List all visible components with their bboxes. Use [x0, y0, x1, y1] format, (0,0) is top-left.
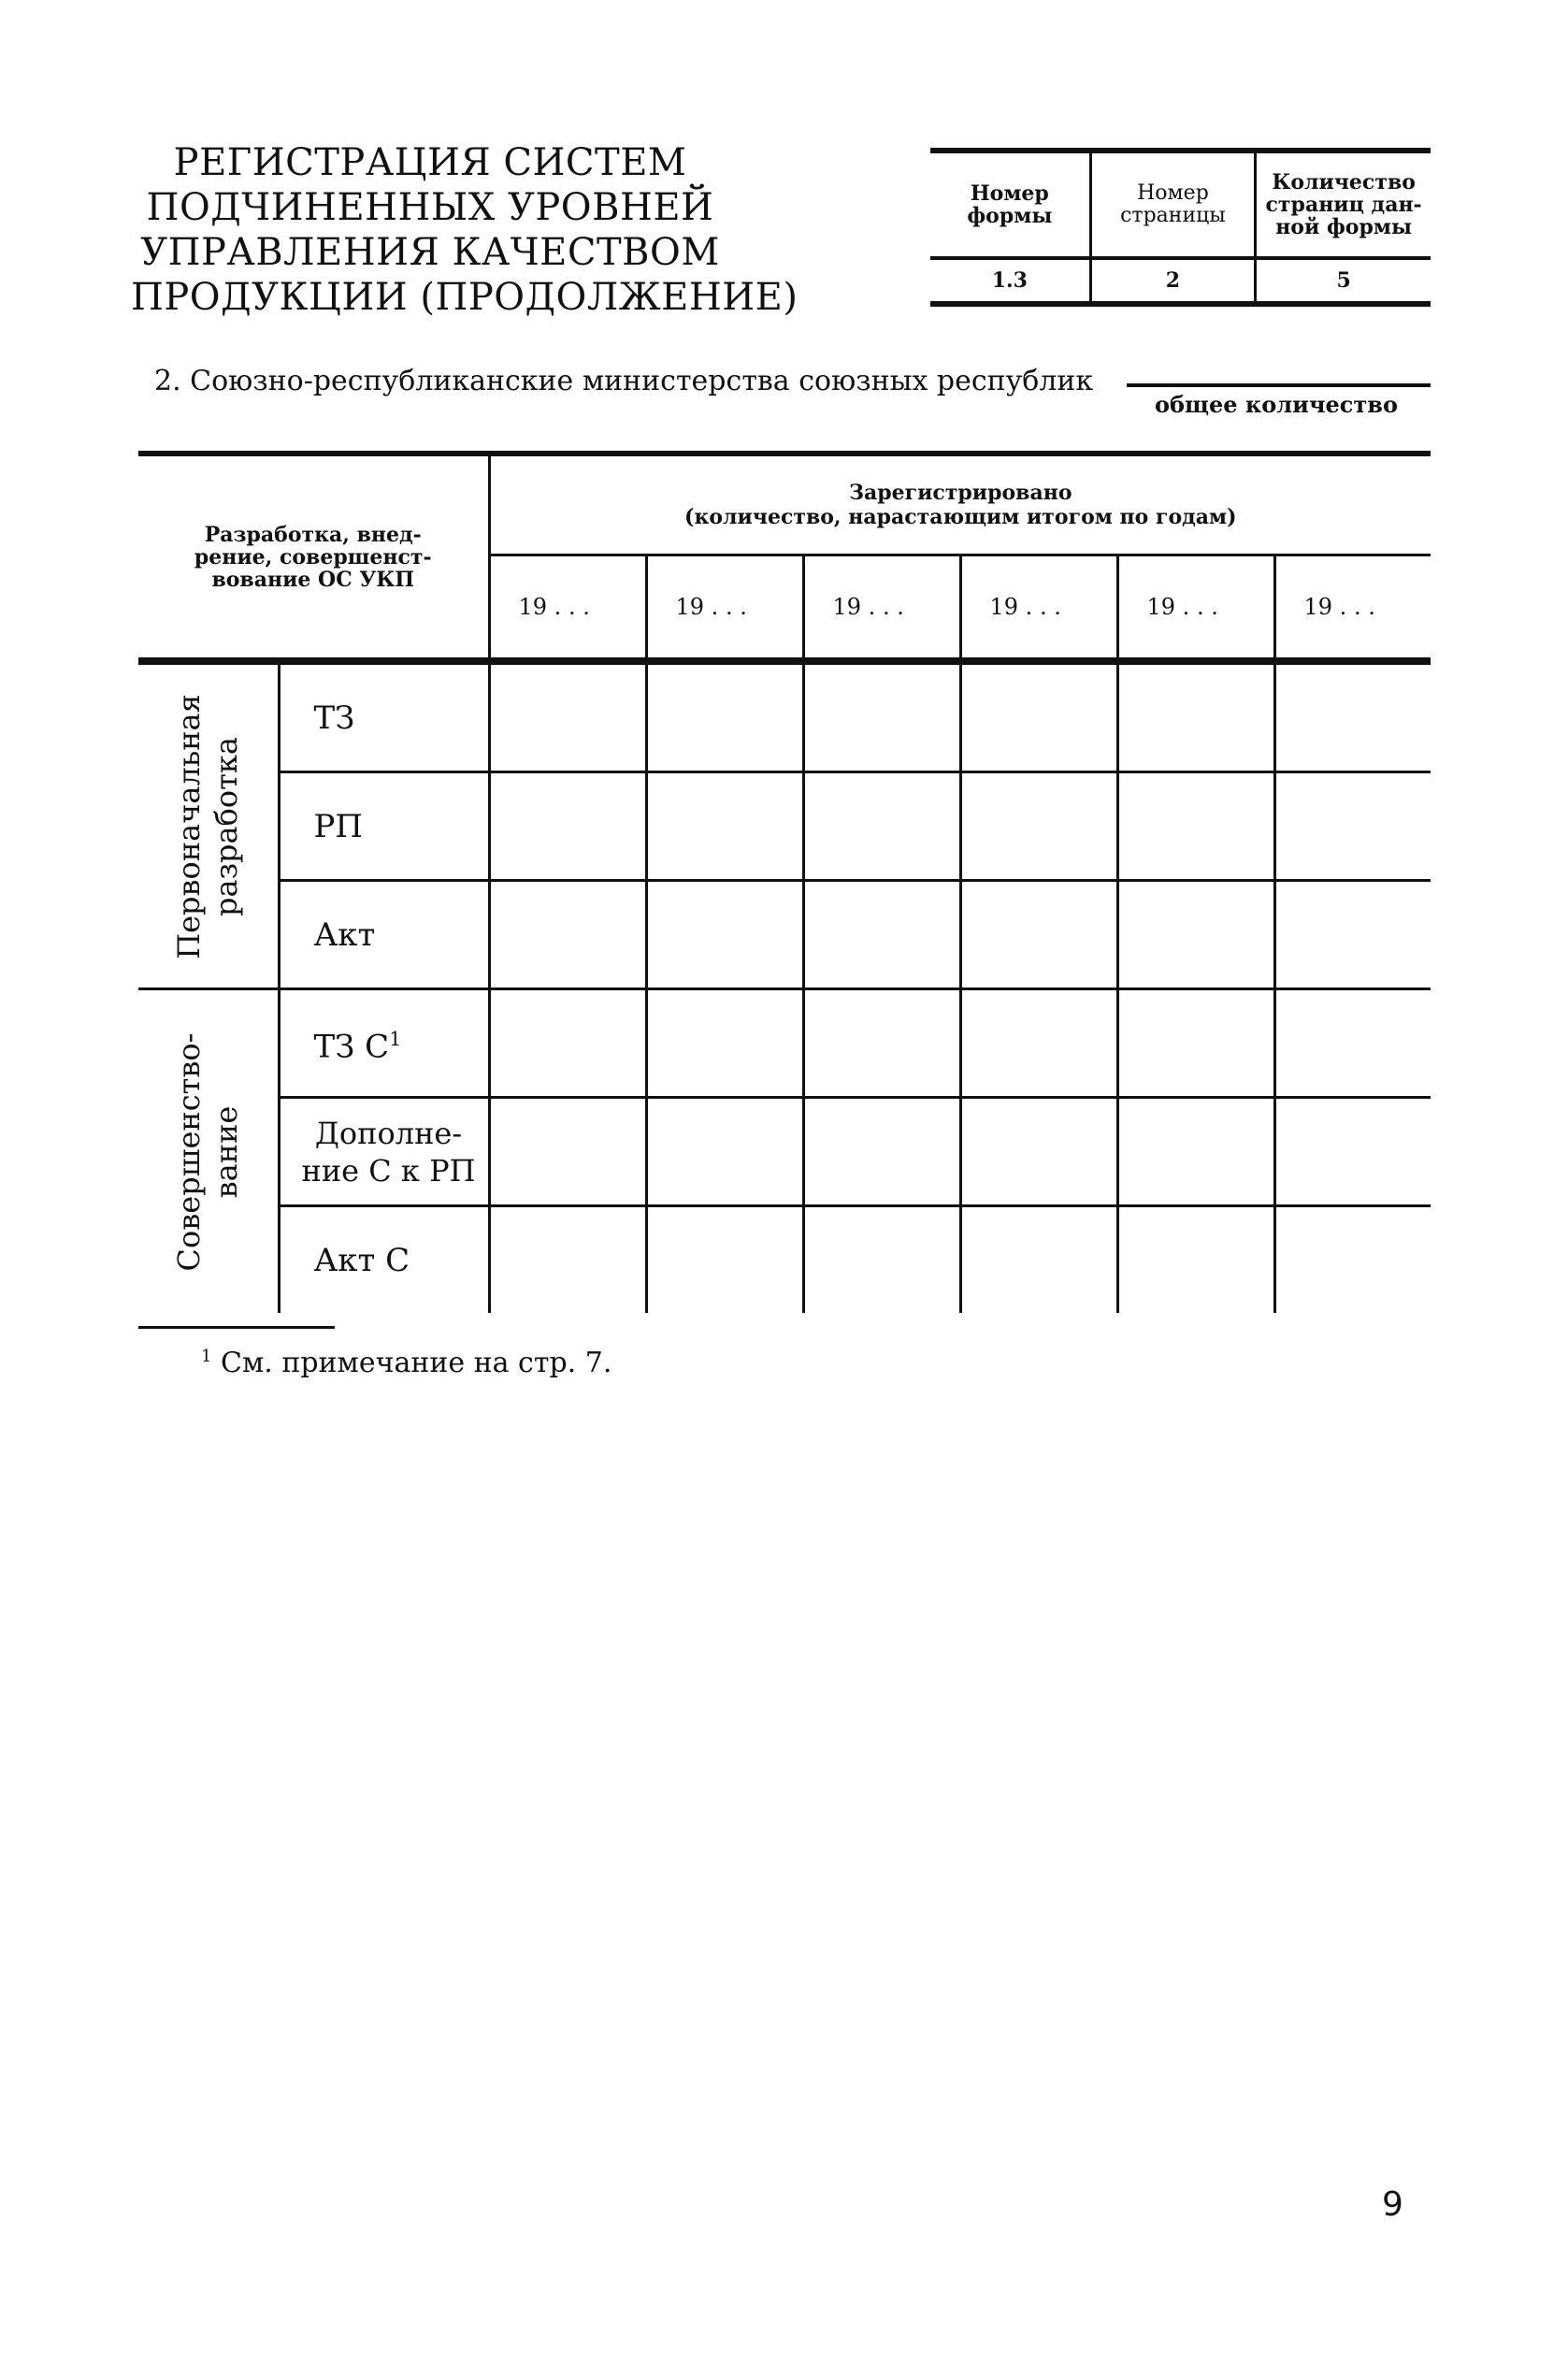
- data-cell[interactable]: [646, 989, 803, 1098]
- data-cell[interactable]: [646, 881, 803, 989]
- data-cell[interactable]: [960, 989, 1117, 1098]
- data-cell[interactable]: [489, 1098, 646, 1206]
- data-cell[interactable]: [1274, 1206, 1431, 1314]
- title-line: РЕГИСТРАЦИЯ СИСТЕМ: [173, 141, 687, 184]
- form-info-header-row: [930, 151, 1431, 258]
- data-cell[interactable]: [1117, 661, 1274, 772]
- header-registered: Зарегистрировано (количество, нарастающим итогом по годам): [489, 454, 1431, 555]
- form-info-table: [930, 148, 1431, 307]
- form-number-value: 1.3: [991, 268, 1028, 293]
- document-title: [131, 140, 798, 320]
- data-cell[interactable]: [1117, 881, 1274, 989]
- data-cell[interactable]: [1274, 772, 1431, 881]
- data-cell[interactable]: [960, 661, 1117, 772]
- fill-in-caption: общее количество: [1155, 391, 1398, 418]
- footnote: [201, 1347, 611, 1379]
- data-cell[interactable]: [1274, 1098, 1431, 1206]
- data-cell[interactable]: [1117, 772, 1274, 881]
- data-cell[interactable]: [646, 661, 803, 772]
- data-cell[interactable]: [803, 881, 960, 989]
- row-label: РП: [279, 772, 489, 881]
- data-cell[interactable]: [489, 881, 646, 989]
- row-label: Дополне- ние С к РП: [279, 1098, 489, 1206]
- row-label: Акт: [279, 881, 489, 989]
- row-label: ТЗ: [279, 661, 489, 772]
- footnote-divider: [138, 1326, 335, 1329]
- registration-table: [138, 451, 1431, 1313]
- page-count-header: Количество страниц дан- ной формы: [1256, 151, 1431, 258]
- data-cell[interactable]: [646, 772, 803, 881]
- data-cell[interactable]: [1274, 881, 1431, 989]
- data-cell[interactable]: [960, 1098, 1117, 1206]
- page-number-header: Номер страницы: [1090, 151, 1256, 258]
- title-line: УПРАВЛЕНИЯ КАЧЕСТВОМ: [140, 231, 720, 274]
- group-label-improvement: Совершенство- вание: [138, 989, 279, 1314]
- data-cell[interactable]: [1117, 989, 1274, 1098]
- data-cell[interactable]: [489, 1206, 646, 1314]
- form-info-value-row: [930, 258, 1431, 304]
- data-cell[interactable]: [1274, 989, 1431, 1098]
- table-row: [138, 1098, 1431, 1206]
- section-heading: 2. Союзно-республиканские министерства союзных республик: [154, 365, 1094, 397]
- table-row: [138, 1206, 1431, 1314]
- data-cell[interactable]: [803, 1206, 960, 1314]
- data-cell[interactable]: [1274, 661, 1431, 772]
- header-development-column: Разработка, внед- рение, совершенст- вование ОС УКП: [138, 454, 489, 661]
- group-label-initial: Первоначальная разработка: [138, 661, 279, 989]
- data-cell[interactable]: [1117, 1206, 1274, 1314]
- year-header: 19 . . .: [803, 555, 960, 662]
- table-row: [138, 772, 1431, 881]
- title-line: ПОДЧИНЕННЫХ УРОВНЕЙ: [146, 186, 714, 229]
- form-number-header: Номер формы: [967, 181, 1053, 228]
- year-header: 19 . . .: [1274, 555, 1431, 662]
- year-header: 19 . . .: [1117, 555, 1274, 662]
- footnote-text: См. примечание на стр. 7.: [221, 1347, 612, 1379]
- data-cell[interactable]: [646, 1206, 803, 1314]
- data-cell[interactable]: [960, 1206, 1117, 1314]
- data-cell[interactable]: [489, 661, 646, 772]
- table-row: [138, 989, 1431, 1098]
- year-header: 19 . . .: [518, 594, 590, 620]
- data-cell[interactable]: [803, 1098, 960, 1206]
- year-header: 19 . . .: [646, 555, 803, 662]
- footnote-mark: 1: [201, 1347, 212, 1366]
- data-cell[interactable]: [489, 772, 646, 881]
- page-number-value: 2: [1090, 258, 1256, 304]
- fill-in-line: [1127, 383, 1431, 387]
- data-cell[interactable]: [803, 772, 960, 881]
- data-cell[interactable]: [646, 1098, 803, 1206]
- page-number: 9: [1382, 2185, 1403, 2224]
- table-row: [138, 661, 1431, 772]
- table-header-row: [138, 454, 1431, 555]
- row-label: Акт С: [279, 1206, 489, 1314]
- data-cell[interactable]: [803, 989, 960, 1098]
- data-cell[interactable]: [960, 881, 1117, 989]
- table-row: [138, 881, 1431, 989]
- row-label: ТЗ $С^1$: [279, 989, 489, 1098]
- data-cell[interactable]: [489, 989, 646, 1098]
- year-header: 19 . . .: [960, 555, 1117, 662]
- data-cell[interactable]: [960, 772, 1117, 881]
- title-line: ПРОДУКЦИИ (ПРОДОЛЖЕНИЕ): [131, 276, 798, 319]
- data-cell[interactable]: [803, 661, 960, 772]
- data-cell[interactable]: [1117, 1098, 1274, 1206]
- page-count-value: 5: [1256, 258, 1431, 304]
- footnote-ref: 1: [389, 1028, 402, 1051]
